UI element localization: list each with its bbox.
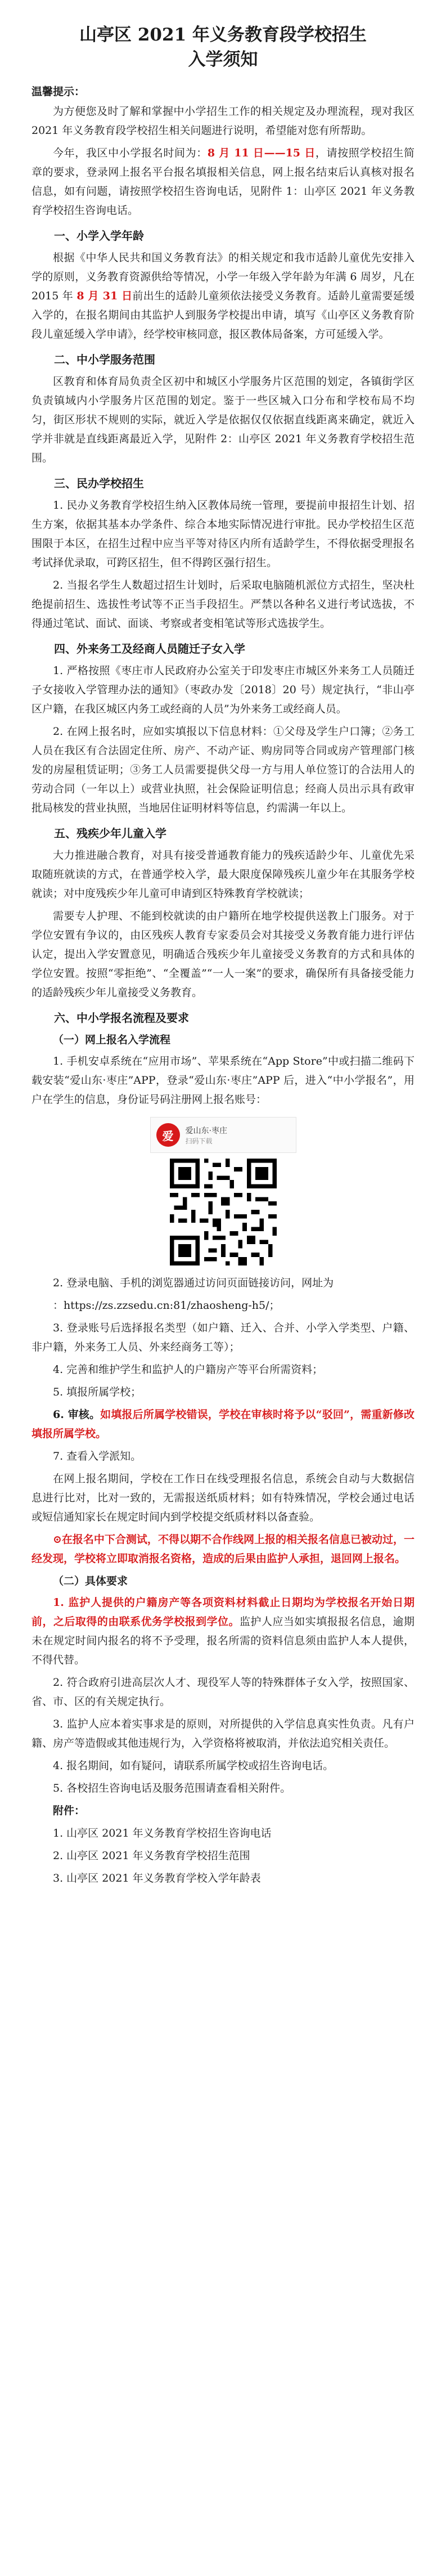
warning-notice: ⊙在报名中下合测试，不得以期不合作线网上报的相关报名信息已被动过，一经发现，学校将立即取消报名资格，造成的后果由监护人承担，退回网上报名。 xyxy=(31,1533,415,1565)
s1-text: 根据《中华人民共和国义务教育法》的相关规定和我市适龄儿童优先安排入学的原则，义务教育资源供给等情况，小学一年级入学年龄为年满 6 周岁，凡在 2015 年 xyxy=(31,252,415,302)
section-5-p1: 大力推进融合教育，对具有接受普通教育能力的残疾适龄少年、儿童优先采取随班就读的方式，在普通学校入学，最大限度保障残疾儿童少年在其服务学校就读；对中度残疾少年儿童可申请到区特殊教育学校就读； xyxy=(31,849,415,900)
step-6-label: 6. 审核。 xyxy=(53,1408,101,1421)
step-1: 1. 手机安卓系统在“应用市场”、苹果系统在“App Store”中或扫描二维码下载安装“爱山东·枣庄”APP，登录“爱山东·枣庄”APP 后，进入“中小学报名”，用户在学生的信息，身份证号码注册网上报名账号： xyxy=(31,1055,415,1106)
qr-download-block xyxy=(150,1117,296,1265)
attachments-heading: 附件： xyxy=(53,1805,85,1817)
attachment-3[interactable]: 3. 山亭区 2021 年义务教育学校入学年龄表 xyxy=(53,1872,261,1884)
attachment-1[interactable]: 1. 山亭区 2021 年义务教育学校招生咨询电话 xyxy=(53,1827,272,1839)
section-1-body xyxy=(31,248,415,344)
req-1 xyxy=(31,1593,415,1670)
section-5-p2: 需要专人护理、不能到校就读的由户籍所在地学校提供送教上门服务。对于学位安置有争议的，由区残疾人教育专家委员会对其接受义务教育能力进行评估认定，提出入学安置意见，明确适合残疾少年儿童接受义务教育的方式和具体的学位安置。按照“零拒绝”、“全覆盖”“一人一案”的要求，确保所有具备接受能力的适龄残疾少年儿童接受义务教育。 xyxy=(31,910,415,999)
req-2: 2. 符合政府引进高层次人才、现役军人等的特殊群体子女入学，按照国家、省、市、区的有关规定执行。 xyxy=(31,1676,415,1708)
step-5: 5. 填报所属学校； xyxy=(53,1386,142,1398)
section-4-heading: 四、外来务工及经商人员随迁子女入学 xyxy=(54,642,245,656)
req-1-highlight: 1. 监护人提供的户籍房产等各项资料材料截止日期均为学校报名开始日期前，之后取得的由联系优务学校报到学位。 xyxy=(31,1596,415,1628)
req-5: 5. 各校招生咨询电话及服务范围请查看相关附件。 xyxy=(53,1782,291,1794)
app-name: 爱山东·枣庄 xyxy=(185,1126,227,1136)
section-6-heading: 六、中小学报名流程及要求 xyxy=(54,1011,189,1025)
app-sub: 扫码下载 xyxy=(185,1137,213,1145)
req-4: 4. 报名期间，如有疑问，请联系所属学校或招生咨询电话。 xyxy=(53,1760,334,1772)
section-3-p1: 1. 民办义务教育学校招生纳入区教体局统一管理，要提前申报招生计划、招生方案，依据其基本办学条件、综合本地实际情况进行审批。民办学校招生区范围限于本区，在招生过程中应当平等对待区内所有适龄学生，不得依据受理报名考试择优录取，可跨区招生，但不得跨区强行招生。 xyxy=(31,499,415,569)
url-link[interactable]: ：https://zs.zzsedu.cn:81/zhaosheng-h5/； xyxy=(53,1299,280,1312)
tips-time xyxy=(31,143,415,220)
s1-text-after: 前出生的适龄儿童须依法接受义务教育。适龄儿童需要延缓入学的，在报名期间由其监护人到服务学校提出申请，填写《山亭区义务教育阶段儿童延缓入学申请》，经学校审核同意，报区教体局备案，方可延缓入学。 xyxy=(31,290,415,340)
step-6-warning: 如填报后所属学校错误，学校在审核时将予以“驳回”，需重新修改填报所属学校。 xyxy=(31,1408,415,1440)
section-4-p1: 1. 严格按照《枣庄市人民政府办公室关于印发枣庄市城区外来务工人员随迁子女接收入学管理办法的通知》（枣政办发〔2018〕20 号）规定执行，“非山亭区户籍，在我区城区内务工或经商的人员”为外来务工或经商人员。 xyxy=(31,665,415,715)
time-highlight: 8 月 11 日——15 日 xyxy=(207,147,316,159)
app-card[interactable] xyxy=(150,1117,296,1153)
time-text: 今年，我区中小学报名时间为： xyxy=(53,147,208,159)
section-2-heading: 二、中小学服务范围 xyxy=(54,353,155,366)
step-4: 4. 完善和维护学生和监护人的户籍房产等平台所需资料； xyxy=(53,1363,323,1376)
title-line-1: 山亭区 2021 年义务教育段学校招生 xyxy=(79,25,367,45)
attachment-2[interactable]: 2. 山亭区 2021 年义务教育学校招生范围 xyxy=(53,1850,250,1862)
step-2: 2. 登录电脑、手机的浏览器通过访问页面链接访问，网址为 xyxy=(53,1277,334,1289)
tips-intro: 为方便您及时了解和掌握中小学招生工作的相关规定及办理流程，现对我区 2021 年义务教育段学校招生相关问题进行说明，希望能对您有所帮助。 xyxy=(31,105,415,137)
s1-date-highlight: 8 月 31 日 xyxy=(76,290,133,302)
section-3-p2: 2. 当报名学生人数超过招生计划时，后采取电脑随机派位方式招生，坚决杜绝提前招生、选拔性考试等不正当手段招生。严禁以各种名义进行考试选拔，不得通过笔试、面试、面谈、考察或者变相笔试等形式选拔学生。 xyxy=(31,579,415,630)
step-6 xyxy=(31,1405,415,1443)
qr-code-icon[interactable] xyxy=(170,1159,277,1265)
subsection-online-process: （一）网上报名入学流程 xyxy=(53,1034,171,1046)
subsection-requirements: （二）具体要求 xyxy=(53,1575,128,1587)
req-1-text: 监护人应当如实填报报名信息，逾期未在规定时间内报名的将不予受理，报名所需的资料信息须由监护人本人提供，不得代替。 xyxy=(31,1615,415,1666)
section-3-heading: 三、民办学校招生 xyxy=(54,477,144,490)
tips-heading: 温馨提示： xyxy=(31,86,85,98)
step-7: 7. 查看入学派知。 xyxy=(53,1450,142,1462)
attachments-list xyxy=(31,1824,415,1888)
title-line-2: 入学须知 xyxy=(188,50,258,70)
step-7-desc: 在网上报名期间，学校在工作日在线受理报名信息，系统会自动与大数据信息进行比对，比对一致的，无需报送纸质材料；如有特殊情况，学校会通过电话或短信通知家长在规定时间内到学校提交纸质材料以备查验。 xyxy=(31,1473,415,1523)
req-3: 3. 监护人应本着实事求是的原则，对所提供的入学信息真实性负责。凡有户籍、房产等造假或其他违规行为，入学资格将被取消，并依法追究相关责任。 xyxy=(31,1718,415,1749)
step-3: 3. 登录账号后选择报名类型（如户籍、迁入、合并、小学入学类型、户籍、非户籍，外来务工人员、外来经商务工等）； xyxy=(31,1322,415,1353)
page-title xyxy=(31,23,415,72)
section-1-heading: 一、小学入学年龄 xyxy=(54,229,144,243)
section-5-heading: 五、残疾少年儿童入学 xyxy=(54,827,166,840)
app-logo-icon: 爱 xyxy=(156,1123,180,1147)
time-text-after: ，请按照学校招生简章的要求，登录网上报名平台报名填报相关信息，网上报名结束后认真核对报名信息，如有问题，请按照学校招生咨询电话，见附件 1：山亭区 2021 年义务教育学校招生咨询电话。 xyxy=(31,147,415,217)
section-2-body: 区教育和体育局负责全区初中和城区小学服务片区范围的划定，各镇街学区负责镇域内小学服务片区范围的划定。鉴于一些区城入口分布和学校布局不均匀，街区形状不规则的实际，就近入学是依据仅仅依据直线距离来确定，就近入学并非就是直线距离最近入学，见附件 2：山亭区 2021 年义务教育学校招生范围。 xyxy=(31,375,415,464)
section-4-p2: 2. 在网上报名时，应如实填报以下信息材料：①父母及学生户口簿；②务工人员在我区有合法固定住所、房产、不动产证、购房同等合同或房产管理部门核发的房屋租赁证明；③务工人员需要提供父母一方与用人单位签订的合法用人的劳动合同（一年以上）或营业执照，社会保险证明信息；经商人员出示具有政审批局核发的营业执照，当地居住证明材料等信息，约需满一年以上。 xyxy=(31,725,415,814)
